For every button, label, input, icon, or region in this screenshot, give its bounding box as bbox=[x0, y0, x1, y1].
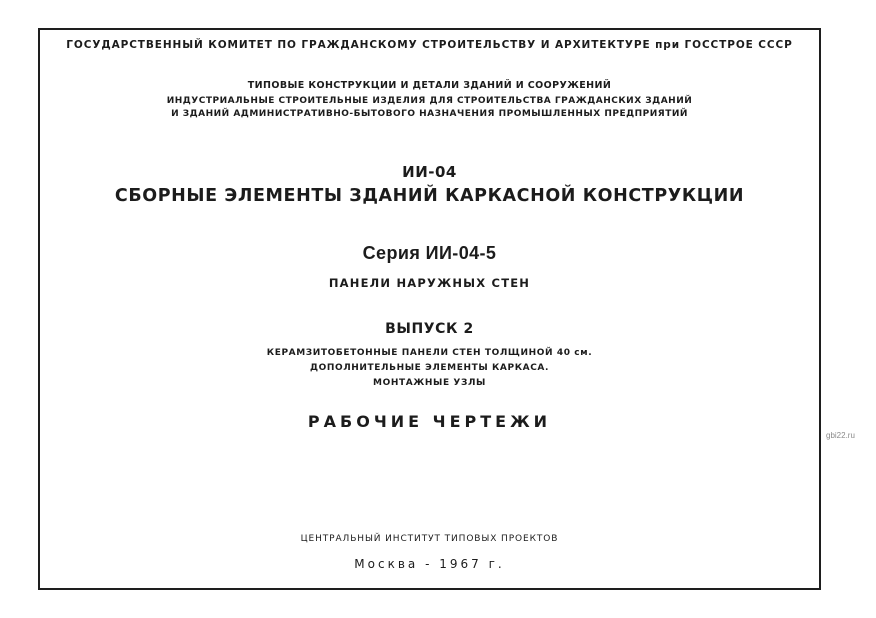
working-drawings-title: РАБОЧИЕ ЧЕРТЕЖИ bbox=[307, 412, 552, 431]
site-watermark: gbi22.ru bbox=[826, 431, 855, 440]
issue-description-line-2: ДОПОЛНИТЕЛЬНЫЕ ЭЛЕМЕНТЫ КАРКАСА. bbox=[309, 363, 550, 373]
typical-structures-heading: ТИПОВЫЕ КОНСТРУКЦИИ И ДЕТАЛИ ЗДАНИЙ И СООРУЖЕНИЙ bbox=[247, 80, 612, 91]
subject-title: ПАНЕЛИ НАРУЖНЫХ СТЕН bbox=[328, 276, 531, 290]
issue-label: ВЫПУСК 2 bbox=[385, 321, 474, 337]
institute-name: ЦЕНТРАЛЬНЫЙ ИНСТИТУТ ТИПОВЫХ ПРОЕКТОВ bbox=[300, 534, 559, 544]
committee-heading: ГОСУДАРСТВЕННЫЙ КОМИТЕТ ПО ГРАЖДАНСКОМУ СТРОИТЕЛЬСТВУ И АРХИТЕКТУРЕ при ГОССТРОЕ СССР bbox=[66, 39, 793, 51]
industrial-products-line-1: ИНДУСТРИАЛЬНЫЕ СТРОИТЕЛЬНЫЕ ИЗДЕЛИЯ ДЛЯ СТРОИТЕЛЬСТВА ГРАЖДАНСКИХ ЗДАНИЙ bbox=[166, 96, 693, 106]
industrial-products-line-2: И ЗДАНИЙ АДМИНИСТРАТИВНО-БЫТОВОГО НАЗНАЧЕНИЯ ПРОМЫШЛЕННЫХ ПРЕДПРИЯТИЙ bbox=[171, 109, 688, 119]
issue-description-line-3: МОНТАЖНЫЕ УЗЛЫ bbox=[373, 378, 486, 388]
issue-description-line-1: КЕРАМЗИТОБЕТОННЫЕ ПАНЕЛИ СТЕН ТОЛЩИНОЙ 40 см. bbox=[266, 348, 593, 358]
main-title: СБОРНЫЕ ЭЛЕМЕНТЫ ЗДАНИЙ КАРКАСНОЙ КОНСТРУКЦИИ bbox=[114, 186, 745, 206]
series-title: Серия ИИ-04-5 bbox=[362, 243, 497, 263]
document-code: ИИ-04 bbox=[402, 163, 457, 181]
city-year: Москва - 1967 г. bbox=[354, 557, 505, 571]
